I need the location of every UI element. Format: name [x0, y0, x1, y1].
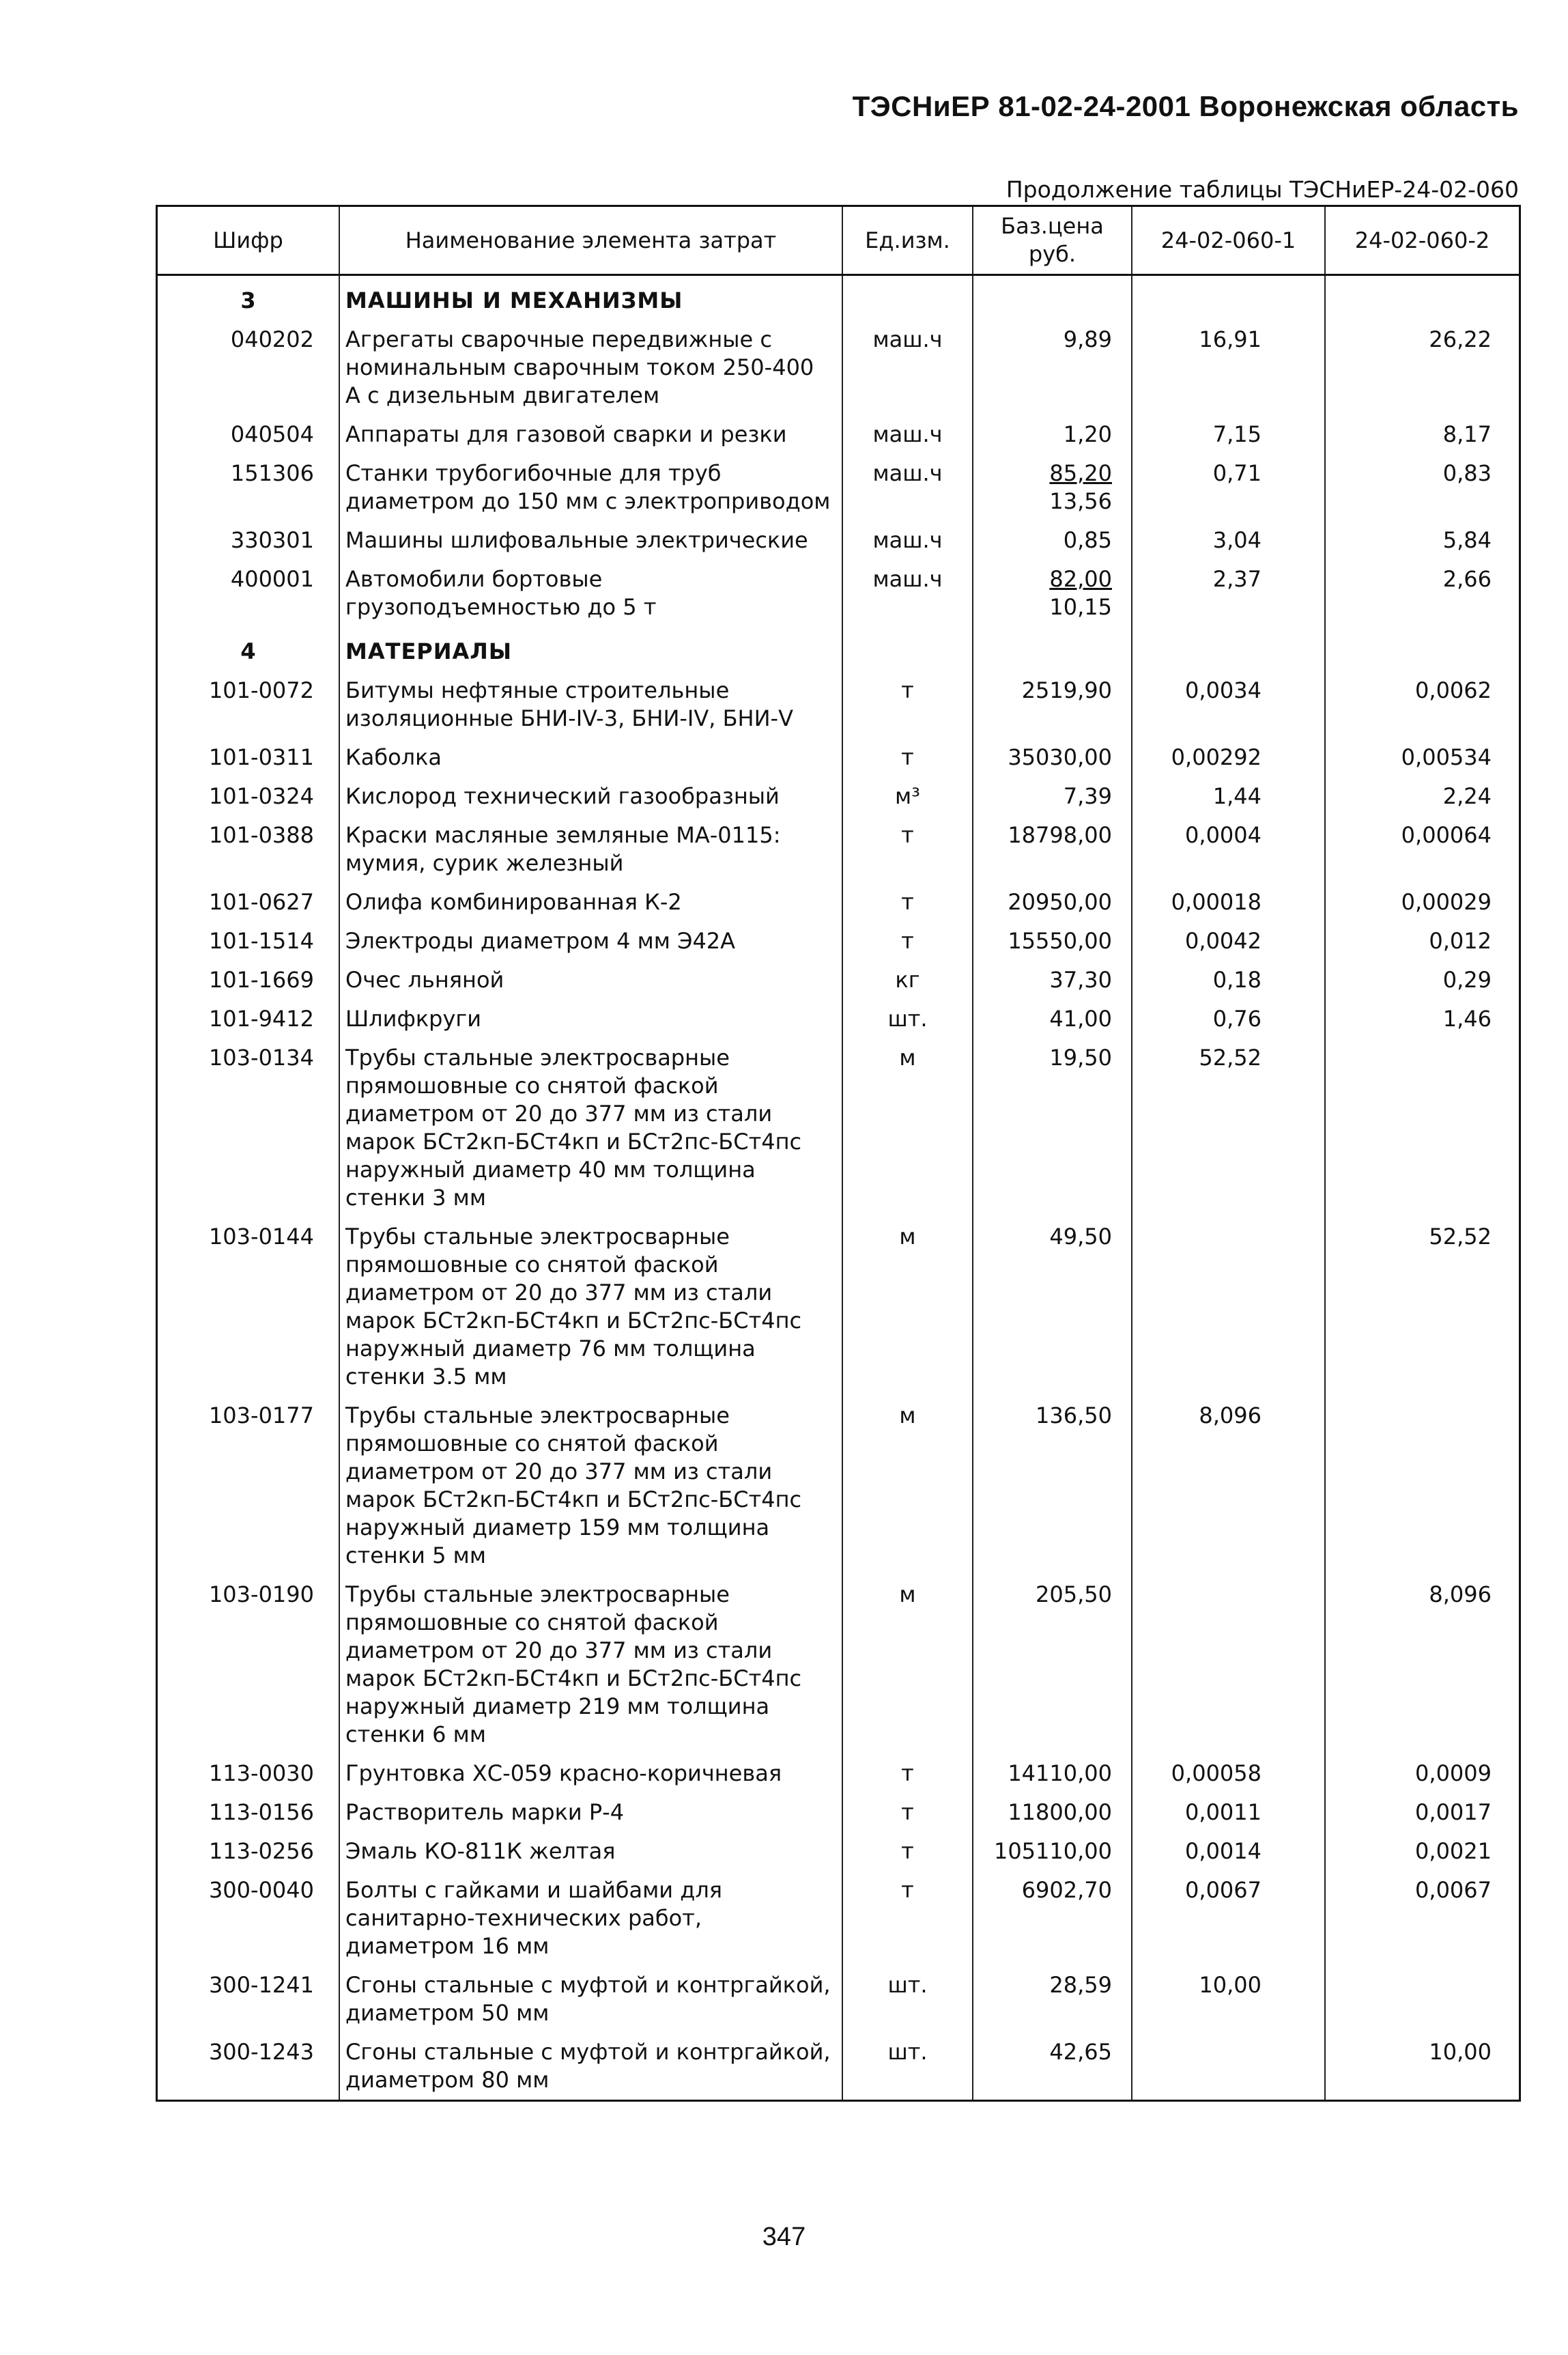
- resource-table: [156, 205, 1521, 2102]
- name-cell: Краски масляные земляные МА-0115: мумия, сурик железный: [339, 816, 842, 883]
- name-cell: Автомобили бортовые грузоподъемностью до 5 т: [339, 560, 842, 627]
- table-row: [158, 1000, 1519, 1039]
- name-cell: Грунтовка ХС-059 красно-коричневая: [339, 1754, 842, 1793]
- price-value: 37,30: [1049, 967, 1112, 993]
- price-cell: [973, 1793, 1132, 1832]
- name-cell: Каболка: [339, 738, 842, 777]
- col-header-code: Шифр: [158, 207, 339, 275]
- price-cell: [973, 671, 1132, 738]
- unit-cell: маш.ч: [842, 454, 973, 521]
- price-value: 205,50: [1036, 1581, 1112, 1607]
- document-title: ТЭСНиЕР 81-02-24-2001 Воронежская область: [852, 90, 1519, 122]
- code-cell: 101-9412: [208, 1006, 314, 1032]
- unit-cell: т: [842, 922, 973, 961]
- table-row: [158, 1396, 1519, 1575]
- code-cell: 101-0627: [208, 889, 314, 915]
- unit-cell: т: [842, 883, 973, 922]
- unit-cell: маш.ч: [842, 521, 973, 560]
- name-cell: Сгоны стальные с муфтой и контргайкой, диаметром 50 мм: [339, 1966, 842, 2033]
- norm-1-cell: 0,0034: [1132, 671, 1325, 738]
- unit-cell: т: [842, 1871, 973, 1966]
- price-value: 49,50: [1049, 1224, 1112, 1250]
- price-value: 42,65: [1049, 2039, 1112, 2065]
- unit-cell: т: [842, 671, 973, 738]
- price-cell: [973, 1217, 1132, 1396]
- norm-1-cell: 0,0067: [1132, 1871, 1325, 1966]
- code-cell: 101-0324: [208, 783, 314, 809]
- norm-2-cell: 26,22: [1325, 320, 1519, 415]
- norm-2-cell: 8,096: [1325, 1575, 1519, 1754]
- code-cell: 101-1669: [208, 967, 314, 993]
- unit-cell: т: [842, 816, 973, 883]
- table-row: [158, 883, 1519, 922]
- norm-2-cell: [1325, 1966, 1519, 2033]
- unit-cell: м: [842, 1575, 973, 1754]
- table-row: [158, 1039, 1519, 1217]
- name-cell: Очес льняной: [339, 961, 842, 1000]
- table-body: [158, 275, 1519, 2100]
- price-value: 1,20: [1063, 421, 1112, 447]
- unit-cell: шт.: [842, 2033, 973, 2100]
- code-cell: 040202: [230, 326, 314, 352]
- table-row: [158, 1754, 1519, 1793]
- norm-1-cell: 0,18: [1132, 961, 1325, 1000]
- norm-1-cell: 0,00058: [1132, 1754, 1325, 1793]
- name-cell: Трубы стальные электросварные прямошовные со снятой фаской диаметром от 20 до 377 мм из стали марок БСт2кп-БСт4кп и БСт2пс-БСт4пс наружный диаметр 76 мм толщина стенки 3.5 мм: [339, 1217, 842, 1396]
- norm-1-cell: 0,0014: [1132, 1832, 1325, 1871]
- table-row: [158, 1575, 1519, 1754]
- unit-cell: кг: [842, 961, 973, 1000]
- norm-1-cell: 1,44: [1132, 777, 1325, 816]
- price-value: 7,39: [1063, 783, 1112, 809]
- section-number: 3: [240, 287, 256, 313]
- price-cell: [973, 320, 1132, 415]
- norm-2-cell: 5,84: [1325, 521, 1519, 560]
- table-row: [158, 521, 1519, 560]
- norm-2-cell: [1325, 1039, 1519, 1217]
- unit-cell: шт.: [842, 1966, 973, 2033]
- price-cell: [973, 816, 1132, 883]
- name-cell: Кислород технический газообразный: [339, 777, 842, 816]
- norm-2-cell: 0,0067: [1325, 1871, 1519, 1966]
- norm-2-cell: 1,46: [1325, 1000, 1519, 1039]
- price-value: 13,56: [1049, 488, 1112, 514]
- table-row: [158, 961, 1519, 1000]
- norm-2-cell: 0,00534: [1325, 738, 1519, 777]
- col-header-price: Баз.цена руб.: [973, 207, 1132, 275]
- norm-2-cell: 8,17: [1325, 415, 1519, 454]
- table-row: [158, 738, 1519, 777]
- code-cell: 103-0190: [208, 1581, 314, 1607]
- norm-2-cell: 0,29: [1325, 961, 1519, 1000]
- name-cell: Агрегаты сварочные передвижные с номинальным сварочным током 250-400 А с дизельным двигателем: [339, 320, 842, 415]
- unit-cell: м: [842, 1217, 973, 1396]
- name-cell: Олифа комбинированная К-2: [339, 883, 842, 922]
- norm-2-cell: 0,0009: [1325, 1754, 1519, 1793]
- price-value: 35030,00: [1008, 744, 1112, 770]
- code-cell: 040504: [230, 421, 314, 447]
- empty-cell: [1132, 275, 1325, 321]
- price-cell: [973, 1396, 1132, 1575]
- norm-1-cell: 7,15: [1132, 415, 1325, 454]
- code-cell: 300-1241: [208, 1972, 314, 1998]
- table-row: [158, 777, 1519, 816]
- code-cell: 113-0030: [208, 1760, 314, 1786]
- name-cell: Эмаль КО-811К желтая: [339, 1832, 842, 1871]
- norm-2-cell: 0,00064: [1325, 816, 1519, 883]
- table-header-row: [158, 207, 1519, 275]
- table-row: [158, 320, 1519, 415]
- table-row: [158, 816, 1519, 883]
- price-cell: [973, 1575, 1132, 1754]
- price-value: 0,85: [1063, 527, 1112, 553]
- norm-1-cell: 0,0042: [1132, 922, 1325, 961]
- name-cell: Трубы стальные электросварные прямошовные со снятой фаской диаметром от 20 до 377 мм из стали марок БСт2кп-БСт4кп и БСт2пс-БСт4пс наружный диаметр 40 мм толщина стенки 3 мм: [339, 1039, 842, 1217]
- price-cell: [973, 560, 1132, 627]
- table-caption: Продолжение таблицы ТЭСНиЕР-24-02-060: [1006, 176, 1519, 203]
- norm-1-cell: 10,00: [1132, 1966, 1325, 2033]
- name-cell: Электроды диаметром 4 мм Э42А: [339, 922, 842, 961]
- norm-2-cell: 52,52: [1325, 1217, 1519, 1396]
- name-cell: Битумы нефтяные строительные изоляционные БНИ-IV-3, БНИ-IV, БНИ-V: [339, 671, 842, 738]
- price-cell: [973, 454, 1132, 521]
- norm-1-cell: 0,71: [1132, 454, 1325, 521]
- norm-2-cell: 0,012: [1325, 922, 1519, 961]
- price-value: 11800,00: [1008, 1799, 1112, 1825]
- table-row: [158, 671, 1519, 738]
- table-row: [158, 1217, 1519, 1396]
- price-cell: [973, 2033, 1132, 2100]
- price-value: 14110,00: [1008, 1760, 1112, 1786]
- norm-1-cell: 0,0004: [1132, 816, 1325, 883]
- table-row: [158, 560, 1519, 627]
- unit-cell: т: [842, 1754, 973, 1793]
- norm-2-cell: 0,0017: [1325, 1793, 1519, 1832]
- code-cell: 400001: [230, 566, 314, 592]
- empty-cell: [1325, 627, 1519, 671]
- price-cell: [973, 521, 1132, 560]
- norm-2-cell: 0,83: [1325, 454, 1519, 521]
- code-cell: 300-1243: [208, 2039, 314, 2065]
- price-cell: [973, 1966, 1132, 2033]
- unit-cell: м: [842, 1396, 973, 1575]
- price-cell: [973, 961, 1132, 1000]
- unit-cell: шт.: [842, 1000, 973, 1039]
- price-cell: [973, 738, 1132, 777]
- empty-cell: [1325, 275, 1519, 321]
- price-cell: [973, 1832, 1132, 1871]
- table-row: [158, 1966, 1519, 2033]
- norm-1-cell: 2,37: [1132, 560, 1325, 627]
- norm-2-cell: 0,0062: [1325, 671, 1519, 738]
- table-row: [158, 1832, 1519, 1871]
- unit-cell: т: [842, 738, 973, 777]
- unit-cell: маш.ч: [842, 560, 973, 627]
- norm-1-cell: 0,00018: [1132, 883, 1325, 922]
- code-cell: 103-0144: [208, 1224, 314, 1250]
- price-value: 18798,00: [1008, 822, 1112, 848]
- norm-1-cell: 0,0011: [1132, 1793, 1325, 1832]
- unit-cell: м: [842, 1039, 973, 1217]
- code-cell: 330301: [230, 527, 314, 553]
- norm-2-cell: 2,66: [1325, 560, 1519, 627]
- name-cell: Трубы стальные электросварные прямошовные со снятой фаской диаметром от 20 до 377 мм из стали марок БСт2кп-БСт4кп и БСт2пс-БСт4пс наружный диаметр 219 мм толщина стенки 6 мм: [339, 1575, 842, 1754]
- empty-cell: [973, 275, 1132, 321]
- norm-2-cell: 2,24: [1325, 777, 1519, 816]
- price-cell: [973, 1000, 1132, 1039]
- price-value: 9,89: [1063, 326, 1112, 352]
- price-cell: [973, 922, 1132, 961]
- norm-1-cell: [1132, 1575, 1325, 1754]
- table-row: [158, 922, 1519, 961]
- name-cell: Машины шлифовальные электрические: [339, 521, 842, 560]
- unit-cell: м³: [842, 777, 973, 816]
- price-cell: [973, 777, 1132, 816]
- norm-1-cell: 8,096: [1132, 1396, 1325, 1575]
- norm-1-cell: [1132, 1217, 1325, 1396]
- code-cell: 103-0177: [208, 1402, 314, 1428]
- price-cell: [973, 883, 1132, 922]
- price-cell: [973, 1039, 1132, 1217]
- old-price: 85,20: [1049, 460, 1112, 486]
- section-number: 4: [240, 638, 256, 664]
- norm-1-cell: 3,04: [1132, 521, 1325, 560]
- norm-1-cell: [1132, 2033, 1325, 2100]
- price-value: 10,15: [1049, 594, 1112, 620]
- section-title: МАШИНЫ И МЕХАНИЗМЫ: [339, 275, 842, 321]
- code-cell: 101-1514: [208, 928, 314, 954]
- name-cell: Болты с гайками и шайбами для санитарно-технических работ, диаметром 16 мм: [339, 1871, 842, 1966]
- price-cell: [973, 1754, 1132, 1793]
- norm-1-cell: 16,91: [1132, 320, 1325, 415]
- price-value: 41,00: [1049, 1006, 1112, 1032]
- price-cell: [973, 1871, 1132, 1966]
- unit-cell: т: [842, 1793, 973, 1832]
- name-cell: Растворитель марки Р-4: [339, 1793, 842, 1832]
- empty-cell: [973, 627, 1132, 671]
- price-cell: [973, 415, 1132, 454]
- price-value: 2519,90: [1021, 677, 1112, 703]
- old-price: 82,00: [1049, 566, 1112, 592]
- empty-cell: [842, 627, 973, 671]
- code-cell: 101-0072: [208, 677, 314, 703]
- price-value: 28,59: [1049, 1972, 1112, 1998]
- norm-1-cell: 52,52: [1132, 1039, 1325, 1217]
- unit-cell: маш.ч: [842, 320, 973, 415]
- name-cell: Трубы стальные электросварные прямошовные со снятой фаской диаметром от 20 до 377 мм из стали марок БСт2кп-БСт4кп и БСт2пс-БСт4пс наружный диаметр 159 мм толщина стенки 5 мм: [339, 1396, 842, 1575]
- name-cell: Шлифкруги: [339, 1000, 842, 1039]
- col-header-norm-1: 24-02-060-1: [1132, 207, 1325, 275]
- unit-cell: маш.ч: [842, 415, 973, 454]
- code-cell: 113-0156: [208, 1799, 314, 1825]
- norm-1-cell: 0,00292: [1132, 738, 1325, 777]
- table-row: [158, 415, 1519, 454]
- code-cell: 101-0388: [208, 822, 314, 848]
- section-row: [158, 275, 1519, 321]
- table-row: [158, 1793, 1519, 1832]
- price-value: 105110,00: [993, 1838, 1112, 1864]
- name-cell: Сгоны стальные с муфтой и контргайкой, диаметром 80 мм: [339, 2033, 842, 2100]
- table-row: [158, 2033, 1519, 2100]
- empty-cell: [842, 275, 973, 321]
- col-header-unit: Ед.изм.: [842, 207, 973, 275]
- table-row: [158, 454, 1519, 521]
- price-value: 6902,70: [1021, 1877, 1112, 1903]
- code-cell: 101-0311: [208, 744, 314, 770]
- price-value: 20950,00: [1008, 889, 1112, 915]
- norm-2-cell: 10,00: [1325, 2033, 1519, 2100]
- norm-2-cell: 0,0021: [1325, 1832, 1519, 1871]
- price-value: 19,50: [1049, 1045, 1112, 1071]
- unit-cell: т: [842, 1832, 973, 1871]
- table-row: [158, 1871, 1519, 1966]
- code-cell: 300-0040: [208, 1877, 314, 1903]
- col-header-name: Наименование элемента затрат: [339, 207, 842, 275]
- name-cell: Аппараты для газовой сварки и резки: [339, 415, 842, 454]
- code-cell: 103-0134: [208, 1045, 314, 1071]
- col-header-norm-2: 24-02-060-2: [1325, 207, 1519, 275]
- code-cell: 151306: [230, 460, 314, 486]
- norm-2-cell: [1325, 1396, 1519, 1575]
- page-number: 347: [762, 2223, 806, 2251]
- code-cell: 113-0256: [208, 1838, 314, 1864]
- price-value: 136,50: [1036, 1402, 1112, 1428]
- name-cell: Станки трубогибочные для труб диаметром до 150 мм с электроприводом: [339, 454, 842, 521]
- section-title: МАТЕРИАЛЫ: [339, 627, 842, 671]
- empty-cell: [1132, 627, 1325, 671]
- section-row: [158, 627, 1519, 671]
- norm-2-cell: 0,00029: [1325, 883, 1519, 922]
- norm-1-cell: 0,76: [1132, 1000, 1325, 1039]
- price-value: 15550,00: [1008, 928, 1112, 954]
